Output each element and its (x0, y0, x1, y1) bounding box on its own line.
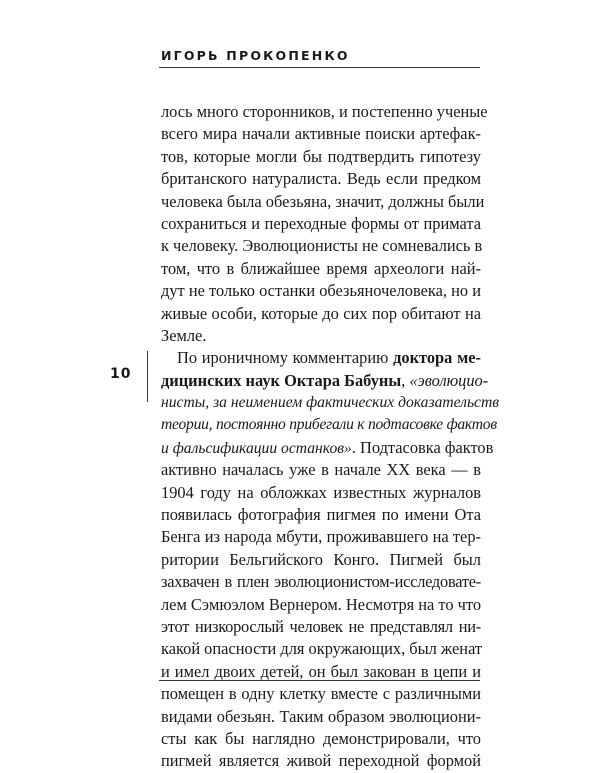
text-line: тов, которые могли бы подтвердить гипотезу (161, 146, 481, 166)
text-line: британского натуралиста. Ведь если предком (161, 169, 481, 189)
paragraph-1 (161, 101, 488, 347)
plain-text: . Подтасовка фактов (351, 437, 494, 457)
plain-text: , (401, 370, 410, 390)
text-line: том, что в ближайшее время археологи най- (161, 258, 481, 278)
text-line: 1904 году на обложках известных журналов (161, 482, 481, 502)
text-line: ритории Бельгийского Конго. Пигмей был (161, 549, 481, 569)
text-line: активно началась уже в начале XX века — в (161, 460, 481, 480)
bold-text: доктора ме- (393, 348, 481, 368)
text-line: появилась фотография пигмея по имени Ота (161, 505, 481, 525)
bold-text: дицинских наук Октара Бабуны (161, 370, 402, 390)
text-line: к человеку. Эволюционисты не сомневались в (161, 236, 483, 256)
text-line: дут не только останки обезьяночеловека, но и (161, 281, 481, 301)
text-line: этот низкорослый человек не представлял ни- (161, 616, 481, 636)
text-line: видами обезьян. Таким образом эволюциони- (161, 706, 481, 726)
text-line: сты как бы наглядно демонстрировали, что (161, 728, 481, 748)
text-line: Бенга из народа мбути, проживавшего на тер- (161, 527, 481, 547)
paragraph-2 (161, 347, 500, 772)
text-line: Земле. (161, 325, 207, 345)
running-head-author: ИГОРЬ ПРОКОПЕНКО (161, 48, 350, 63)
text-line: помещен в одну клетку вместе с различными (161, 684, 481, 704)
text-line: пигмей является живой переходной формой (161, 751, 481, 771)
text-line: человека была обезьяна, значит, должны были (161, 191, 485, 211)
plain-text: По ироничному комментарию (177, 348, 394, 368)
text-line: всего мира начали активные поиски артефак- (161, 124, 481, 144)
text-line: живые особи, которые до сих пор обитают на (161, 303, 481, 323)
page-number-rule (147, 351, 148, 402)
italic-quote: «эволюцио- (409, 370, 489, 390)
text-line: и имел двоих детей, он был закован в цепи и (161, 661, 481, 681)
text-line: сохраниться и переходные формы от примата (161, 213, 481, 233)
text-line (161, 347, 481, 369)
text-line: захвачен в плен эволюционистом-исследовате- (161, 572, 481, 592)
page-number: 10 (110, 366, 132, 382)
header-rule (159, 67, 480, 68)
footer-rule (159, 680, 480, 681)
text-line: какой опасности для окружающих, был женат (161, 639, 483, 659)
italic-quote: и фальсификации останков» (161, 439, 352, 457)
text-line (161, 437, 494, 459)
italic-quote-line: нисты, за неимением фактических доказательств (161, 394, 500, 412)
text-line: лем Сэмюэлом Вернером. Несмотря на то что (161, 594, 482, 614)
text-line (161, 370, 489, 392)
text-line: лось много сторонников, и постепенно ученые (161, 102, 488, 121)
body-text (161, 101, 500, 773)
italic-quote-line: теории, постоянно прибегали к подтасовке фактов (161, 416, 497, 434)
